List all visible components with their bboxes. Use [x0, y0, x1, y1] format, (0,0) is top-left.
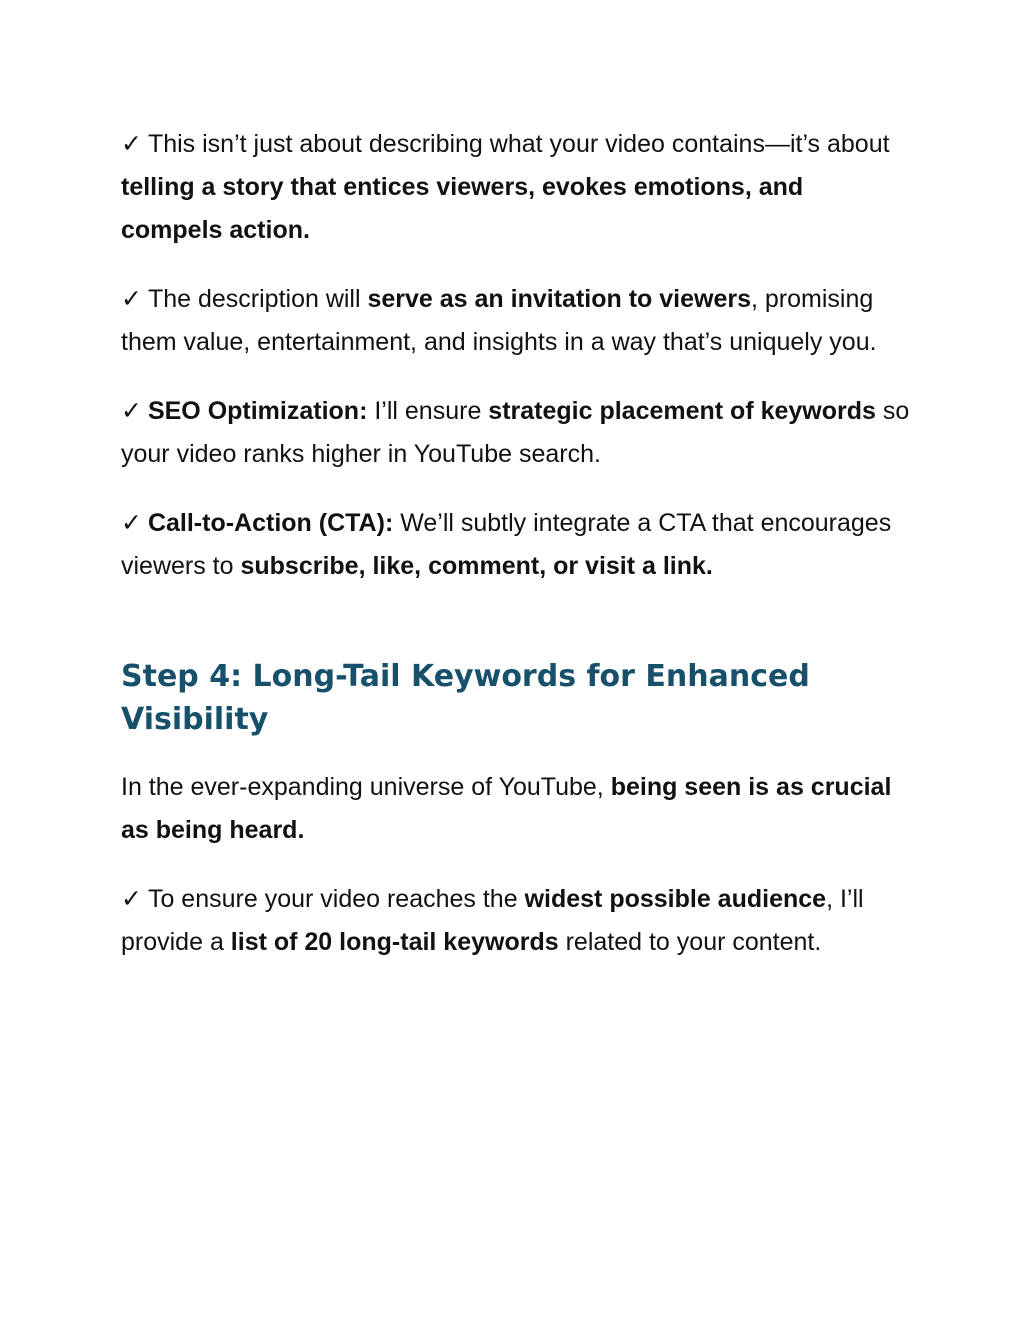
- bold-text-segment: being seen is as crucial as being heard.: [121, 773, 892, 844]
- text-segment: related to your content.: [558, 928, 822, 956]
- checkmark-icon: ✓: [121, 129, 142, 158]
- bullet-paragraph-story: [121, 122, 911, 252]
- bold-text-segment: serve as an invitation to viewers: [367, 285, 751, 313]
- bold-text-segment: Call-to-Action (CTA):: [147, 509, 394, 537]
- checkmark-icon: ✓: [121, 884, 142, 913]
- text-segment: I’ll ensure: [367, 397, 489, 425]
- text-segment: , promising them value, entertainment, and insights in a way that’s uniquely you.: [121, 285, 877, 356]
- bullet-paragraph-seo: [121, 389, 911, 476]
- bold-text-segment: SEO Optimization:: [147, 397, 368, 425]
- text-segment: We’ll subtly integrate a CTA that encourages viewers to: [121, 509, 892, 580]
- checkmark-icon: ✓: [121, 284, 142, 313]
- bullet-paragraph-invitation: [121, 277, 911, 364]
- bullet-paragraph-cta: [121, 501, 911, 588]
- section-heading: Step 4: Long-Tail Keywords for Enhanced Visibility: [121, 659, 810, 737]
- text-segment: This isn’t just about describing what your video contains—it’s about: [147, 130, 890, 158]
- text-segment: To ensure your video reaches the: [147, 885, 525, 913]
- text-segment: In the ever-expanding universe of YouTube,: [121, 773, 611, 801]
- text-segment: The description will: [147, 285, 368, 313]
- bold-text-segment: widest possible audience: [524, 885, 827, 913]
- bold-text-segment: telling a story that entices viewers, evokes emotions, and compels action.: [121, 173, 804, 244]
- checkmark-icon: ✓: [121, 508, 142, 537]
- bullet-paragraph-keywords: [121, 877, 911, 964]
- document-page: [121, 122, 911, 989]
- intro-paragraph: [121, 766, 911, 852]
- checkmark-icon: ✓: [121, 396, 142, 425]
- text-segment: so your video ranks higher in YouTube search.: [121, 397, 910, 468]
- bold-text-segment: strategic placement of keywords: [488, 397, 876, 425]
- bold-text-segment: subscribe, like, comment, or visit a link.: [240, 552, 713, 580]
- text-segment: , I’ll provide a: [121, 885, 864, 956]
- bold-text-segment: list of 20 long-tail keywords: [230, 928, 559, 956]
